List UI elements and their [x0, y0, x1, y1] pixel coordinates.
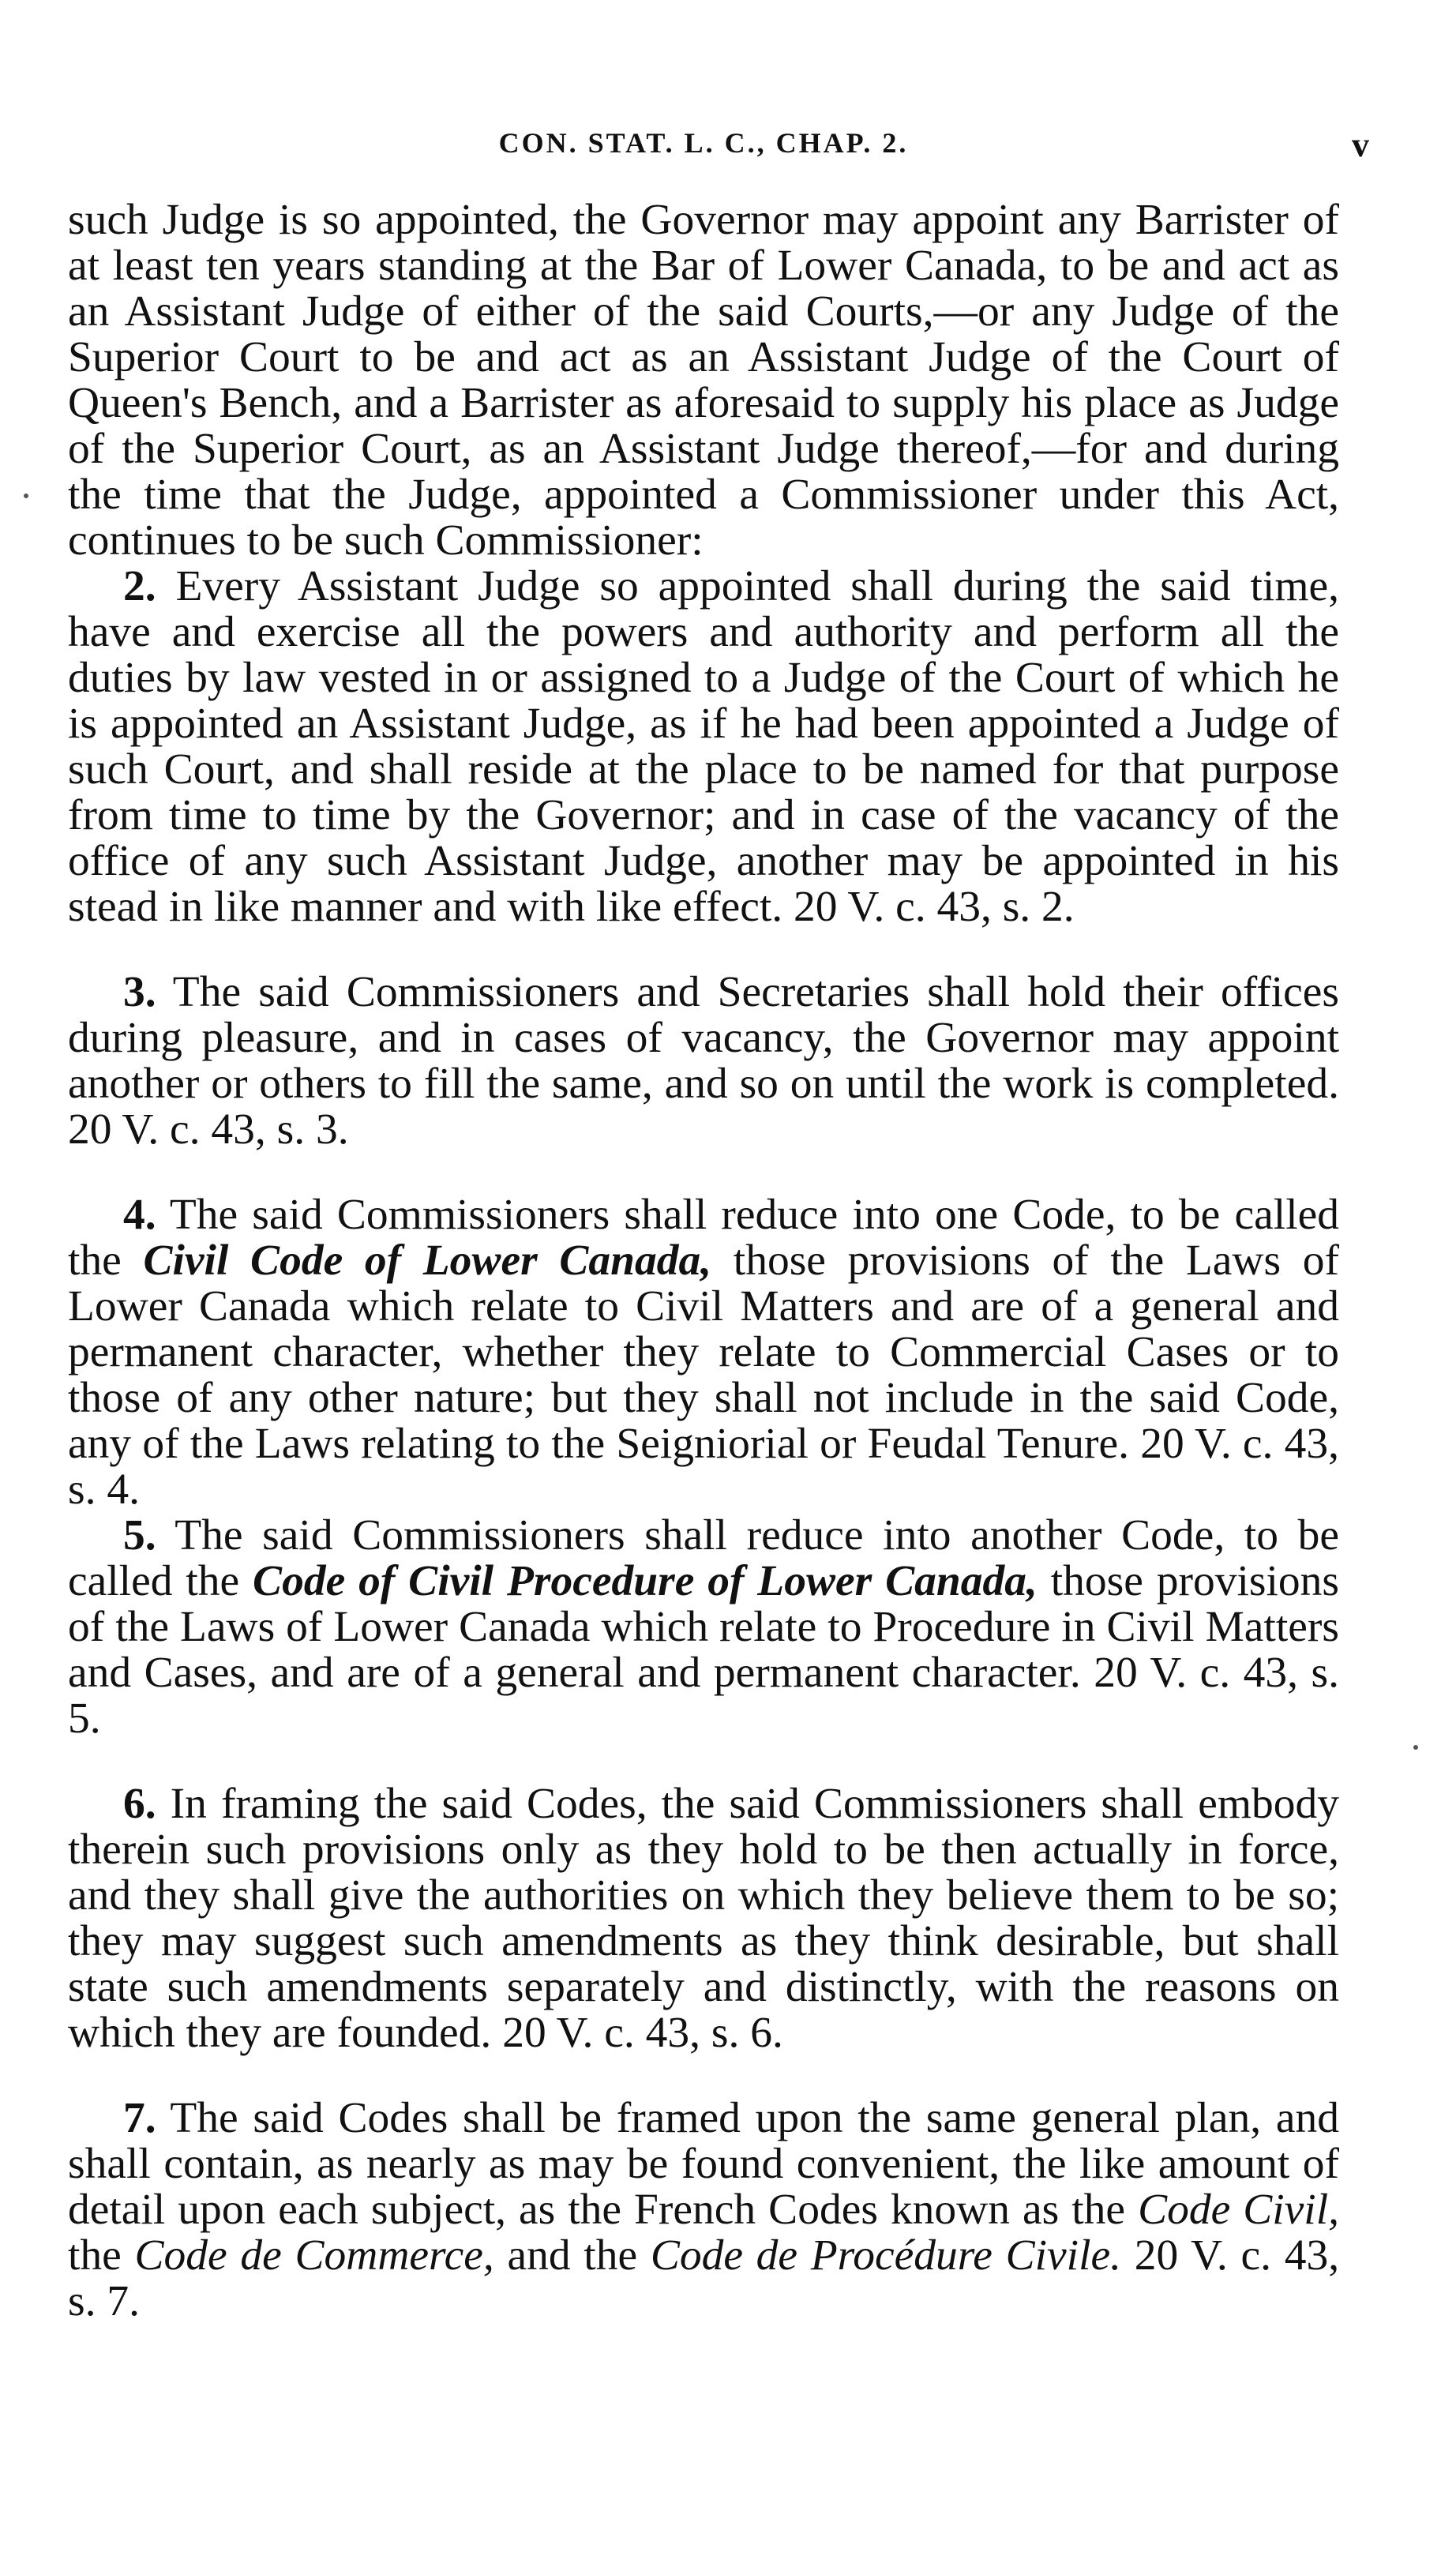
citation: 20 V. c. 43, s. 6.: [502, 2009, 783, 2057]
paragraph-text: Every Assistant Judge so appointed shall during the said time, have and exercise all the powers and authority and perform all the duties by law vested in or assigned to a Judge of the Court of which he is appointed an Assistant Judge, as if he had been appointed a Judge of such Court, and shall reside at the place to be named for that purpose from time to time by the Governor; and in case of the vacancy of the office of any such Assistant Judge, another may be appointed in his stead in like manner and with like effect.: [68, 562, 1339, 931]
paragraph-text: The said Codes shall be framed upon the same general plan, and shall contain, as nearly as may be found convenient, the like amount of detail upon each subject, as the French Codes known as the: [68, 2094, 1340, 2234]
paragraph-continuation: [68, 197, 1339, 564]
body-text: [68, 197, 1339, 2325]
paragraph-text: those provisions of the Laws of Lower Canada which relate to Civil Matters and are of a general and permanent character, whether they relate to Commercial Cases or to those of any other nature; but they shall not include in the said Code, any of the Laws relating to the Seigniorial or Feudal Tenure.: [68, 1237, 1340, 1468]
citation: 20 V. c. 43, s. 7.: [68, 2231, 1340, 2325]
paragraph-section-3: [68, 970, 1339, 1153]
section-number: 4.: [123, 1191, 156, 1239]
code-title: Code de Commerce,: [134, 2231, 494, 2280]
code-title: Code of Civil Procedure of Lower Canada,: [253, 1557, 1038, 1605]
paragraph-section-4: [68, 1192, 1339, 1513]
paragraph-subsection-2: [68, 564, 1339, 930]
page-header: [68, 95, 1369, 166]
paragraph-text: those provisions of the Laws of Lower Canada which relate to Procedure in Civil Matters and Cases, and are of a general and permanent character.: [68, 1557, 1340, 1697]
section-number: 3.: [123, 968, 156, 1016]
citation: 20 V. c. 43, s. 4.: [68, 1420, 1340, 1514]
paragraph-text: the: [68, 2231, 122, 2280]
paragraph-text: The said Commissioners and Secretaries shall hold their offices during pleasure, and in cases of vacancy, the Governor may appoint another or others to fill the same, and so on until the work is completed.: [68, 968, 1339, 1108]
code-title: Civil Code of Lower Canada,: [143, 1237, 712, 1285]
paragraph-section-6: [68, 1781, 1339, 2056]
paragraph-text: In framing the said Codes, the said Commissioners shall embody therein such provisions only as they hold to be then actually in force, and they shall give the authorities on which they believe them to be so; they may suggest such amendments as they think desirable, but shall state such amendments separately and distinctly, with the reasons on which they are founded.: [68, 1780, 1340, 2057]
paragraph-section-5: [68, 1513, 1339, 1742]
citation: 20 V. c. 43, s. 2.: [794, 883, 1075, 931]
paragraph-text: The said Commissioners shall reduce into another Code, to be called the: [68, 1511, 1340, 1605]
code-title: Code Civil,: [1138, 2186, 1340, 2234]
page-number: v: [1352, 126, 1369, 164]
section-number: 6.: [123, 1780, 156, 1828]
code-title: Code de Procédure Civile.: [650, 2231, 1122, 2280]
margin-speck: [1413, 1745, 1418, 1750]
citation: 20 V. c. 43, s. 3.: [68, 1105, 349, 1154]
section-number: 5.: [123, 1511, 156, 1559]
running-head: CON. STAT. L. C., CHAP. 2.: [498, 127, 909, 159]
paragraph-text: and the: [507, 2231, 638, 2280]
citation: 20 V. c. 43, s. 5.: [68, 1649, 1340, 1743]
paragraph-text: such Judge is so appointed, the Governor may appoint any Barrister of at least ten years standing at the Bar of Lower Canada, to be and act as an Assistant Judge of either of the said Courts,—or any Judge of the Superior Court to be and act as an Assistant Judge of the Court of Queen's Bench, and a Barrister as aforesaid to supply his place as Judge of the Superior Court, as an Assistant Judge thereof,—for and during the time that the Judge, appointed a Commissioner under this Act, continues to be such Commissioner:: [68, 196, 1339, 565]
margin-speck: [24, 494, 28, 498]
section-number: 7.: [123, 2094, 156, 2142]
document-page: [68, 95, 1369, 2325]
section-number: 2.: [123, 562, 156, 610]
paragraph-text: The said Commissioners shall reduce into one Code, to be called the: [68, 1191, 1339, 1285]
paragraph-section-7: [68, 2096, 1339, 2325]
